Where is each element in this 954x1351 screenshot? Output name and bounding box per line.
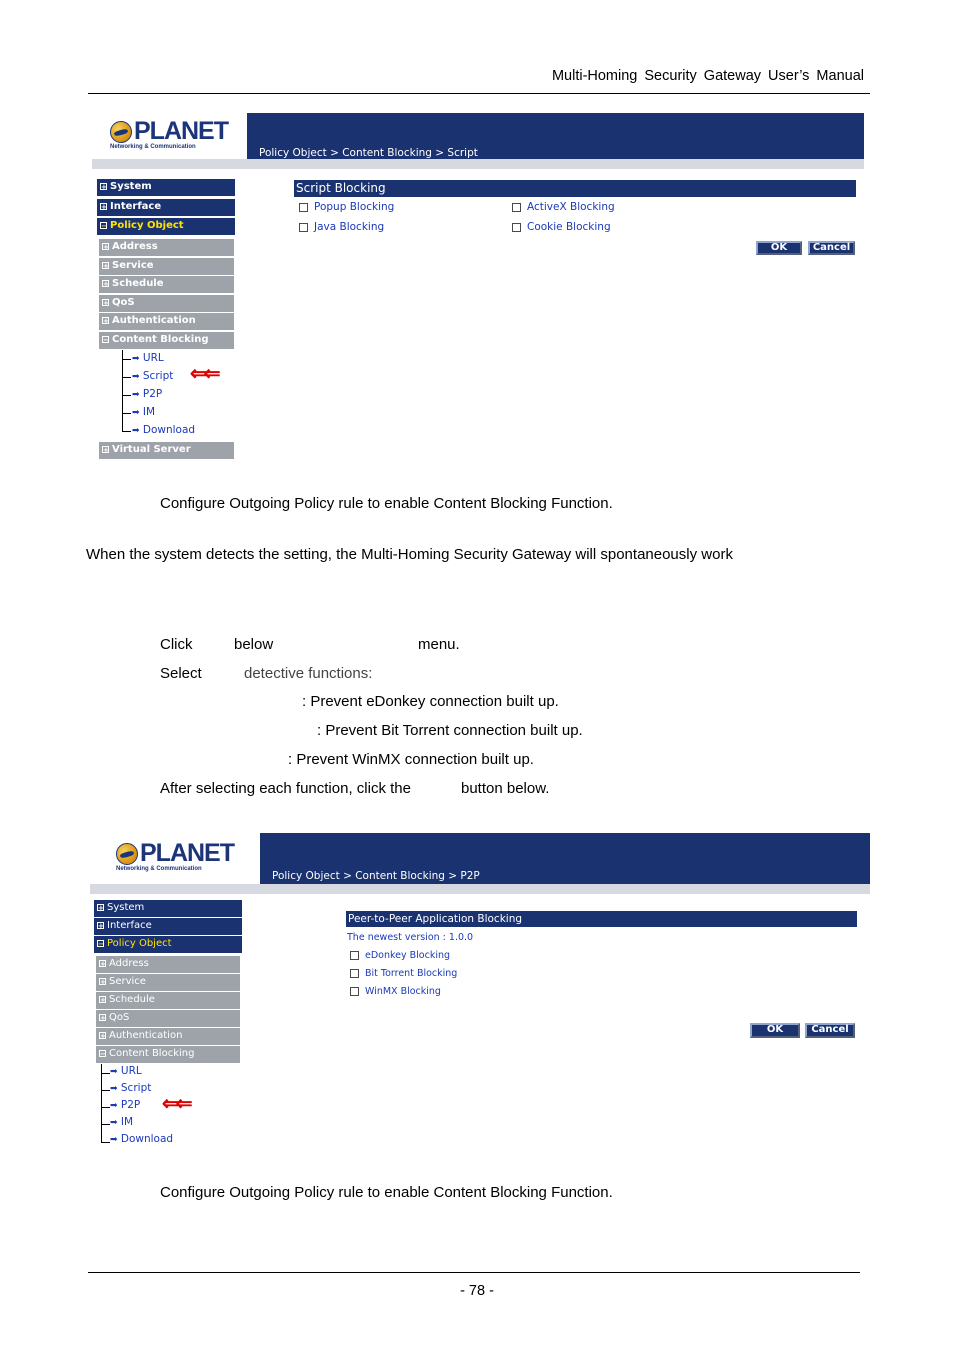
page-number: - 78 -: [460, 1283, 494, 1299]
plus-icon: +: [103, 298, 109, 307]
plus-icon: +: [103, 261, 109, 270]
menu-label: Service: [112, 260, 154, 271]
menu-label: Content Blocking: [112, 334, 209, 345]
tree-script[interactable]: [132, 370, 173, 382]
menu-label: Policy Object: [110, 220, 184, 231]
p2p-blocking-screenshot: [90, 833, 870, 1146]
double-left-arrow-icon: ⇐⇐: [162, 1093, 190, 1115]
menu-system[interactable]: [97, 179, 235, 196]
logo-tagline: Networking & Communication: [116, 866, 202, 872]
menu-label: Authentication: [112, 315, 196, 326]
plus-icon: +: [98, 903, 104, 912]
plus-icon: +: [100, 977, 106, 986]
arrow-right-icon: ➡: [110, 1101, 118, 1111]
menu-address[interactable]: [99, 239, 234, 256]
menu-label: System: [107, 902, 145, 913]
option-label: Java Blocking: [314, 221, 385, 233]
tree-download[interactable]: [110, 1133, 173, 1145]
minus-icon: −: [100, 1049, 106, 1058]
cancel-button[interactable]: Cancel: [805, 1023, 855, 1038]
menu-content-blocking[interactable]: [99, 332, 234, 349]
arrow-right-icon: ➡: [110, 1067, 118, 1077]
plus-icon: +: [100, 1013, 106, 1022]
checkbox[interactable]: [512, 203, 521, 212]
plus-icon: +: [98, 921, 104, 930]
checkbox[interactable]: [299, 203, 308, 212]
menu-label: Address: [112, 241, 158, 252]
script-blocking-screenshot: [92, 113, 864, 460]
tree-branch: [101, 1142, 110, 1143]
menu-label: QoS: [112, 297, 135, 308]
tree-branch: [122, 431, 131, 432]
menu-schedule[interactable]: [99, 276, 234, 293]
tree-label: Script: [142, 370, 174, 382]
instruction-line-3: Configure Outgoing Policy rule to enable Content Blocking Function.: [160, 1184, 613, 1201]
menu-service[interactable]: [99, 258, 234, 275]
cancel-button[interactable]: Cancel: [808, 241, 855, 255]
menu-label: Content Blocking: [109, 1048, 195, 1059]
header-rule: [88, 93, 870, 94]
tree-branch: [101, 1107, 110, 1108]
option-label: WinMX Blocking: [365, 986, 441, 997]
checkbox[interactable]: [299, 223, 308, 232]
tree-branch: [101, 1073, 110, 1074]
tree-script[interactable]: [110, 1082, 151, 1094]
step3-button-below: button below.: [461, 780, 550, 797]
tree-label: P2P: [120, 1099, 141, 1111]
step1-below: below: [234, 636, 274, 653]
menu-label: Authentication: [109, 1030, 183, 1041]
arrow-right-icon: ➡: [132, 408, 140, 418]
checkbox[interactable]: [350, 987, 359, 996]
tree-label: URL: [142, 352, 164, 364]
breadcrumb: Policy Object > Content Blocking > P2P: [272, 870, 480, 882]
ok-button[interactable]: OK: [750, 1023, 800, 1038]
menu-qos[interactable]: [96, 1010, 240, 1027]
option-label: Bit Torrent Blocking: [365, 968, 458, 979]
section-title: Script Blocking: [294, 180, 856, 197]
menu-interface[interactable]: [97, 199, 235, 216]
tree-im[interactable]: [132, 406, 155, 418]
globe-icon: [116, 843, 138, 865]
menu-interface[interactable]: [94, 918, 242, 935]
cookie-blocking-option[interactable]: [512, 221, 611, 233]
desc-bittorrent: : Prevent Bit Torrent connection built up.: [317, 722, 583, 739]
plus-icon: +: [100, 959, 106, 968]
plus-icon: +: [103, 279, 109, 288]
menu-label: Interface: [107, 920, 152, 931]
arrow-right-icon: ➡: [132, 372, 140, 382]
checkbox[interactable]: [512, 223, 521, 232]
tree-label: URL: [120, 1065, 142, 1077]
tree-branch: [122, 413, 131, 414]
tree-label: P2P: [142, 388, 163, 400]
step1-click: Click: [160, 636, 193, 653]
menu-qos[interactable]: [99, 295, 234, 312]
arrow-right-icon: ➡: [132, 354, 140, 364]
menu-virtual-server[interactable]: [99, 442, 234, 459]
menu-label: Service: [109, 976, 146, 987]
tree-label: Download: [120, 1133, 174, 1145]
tree-connector: [101, 1064, 102, 1143]
menu-service[interactable]: [96, 974, 240, 991]
minus-icon: −: [98, 939, 104, 948]
popup-blocking-option[interactable]: [299, 201, 394, 213]
menu-content-blocking[interactable]: [96, 1046, 240, 1063]
plus-icon: +: [103, 445, 109, 454]
tree-branch: [101, 1124, 110, 1125]
java-blocking-option[interactable]: [299, 221, 384, 233]
plus-icon: +: [100, 1031, 106, 1040]
step1-menu: menu.: [418, 636, 460, 653]
plus-icon: +: [101, 202, 107, 211]
checkbox[interactable]: [350, 951, 359, 960]
tree-p2p[interactable]: [110, 1099, 140, 1111]
tree-branch: [122, 395, 131, 396]
menu-label: Interface: [110, 201, 162, 212]
menu-system[interactable]: [94, 900, 242, 917]
section-title: Peer-to-Peer Application Blocking: [346, 911, 857, 927]
menu-authentication[interactable]: [99, 313, 234, 330]
winmx-blocking-option[interactable]: [350, 986, 441, 997]
plus-icon: +: [101, 182, 107, 191]
tree-branch: [122, 377, 131, 378]
instruction-line-1: Configure Outgoing Policy rule to enable Content Blocking Function.: [160, 495, 613, 512]
menu-address[interactable]: [96, 956, 240, 973]
menu-schedule[interactable]: [96, 992, 240, 1009]
arrow-right-icon: ➡: [110, 1084, 118, 1094]
menu-label: System: [110, 181, 152, 192]
separator-band: [90, 884, 870, 894]
breadcrumb: Policy Object > Content Blocking > Script: [259, 147, 478, 159]
step3-after: After selecting each function, click the: [160, 780, 411, 797]
instruction-line-2: When the system detects the setting, the Multi-Homing Security Gateway will spontaneously work: [86, 546, 733, 563]
separator-band: [92, 159, 864, 169]
plus-icon: +: [100, 995, 106, 1004]
manual-title: Multi-Homing Security Gateway User’s Manual: [551, 68, 864, 84]
menu-label: Virtual Server: [112, 444, 191, 455]
menu-policy-object[interactable]: [94, 936, 242, 953]
logo-text: PLANET: [134, 117, 228, 145]
bittorrent-blocking-option[interactable]: [350, 968, 457, 979]
plus-icon: +: [103, 242, 109, 251]
tree-url[interactable]: [132, 352, 164, 364]
tree-label: IM: [120, 1116, 134, 1128]
double-left-arrow-icon: ⇐⇐: [190, 363, 218, 385]
logo-text: PLANET: [140, 839, 234, 867]
tree-p2p[interactable]: [132, 388, 162, 400]
minus-icon: −: [101, 221, 107, 230]
tree-branch: [122, 359, 131, 360]
tree-connector: [122, 350, 123, 432]
edonkey-blocking-option[interactable]: [350, 950, 450, 961]
arrow-right-icon: ➡: [110, 1118, 118, 1128]
footer-rule: [88, 1272, 860, 1273]
tree-label: IM: [142, 406, 156, 418]
arrow-right-icon: ➡: [110, 1135, 118, 1145]
ok-button[interactable]: OK: [756, 241, 802, 255]
version-text: The newest version : 1.0.0: [347, 932, 474, 943]
step2-select: Select: [160, 665, 202, 682]
menu-label: Schedule: [109, 994, 155, 1005]
option-label: ActiveX Blocking: [527, 201, 615, 213]
tree-label: Download: [142, 424, 196, 436]
menu-policy-object[interactable]: [97, 218, 235, 235]
option-label: Popup Blocking: [314, 201, 395, 213]
option-label: Cookie Blocking: [527, 221, 611, 233]
plus-icon: +: [103, 316, 109, 325]
globe-icon: [110, 121, 132, 143]
desc-edonkey: : Prevent eDonkey connection built up.: [302, 693, 559, 710]
menu-label: Address: [109, 958, 149, 969]
menu-label: Policy Object: [107, 938, 172, 949]
desc-winmx: : Prevent WinMX connection built up.: [288, 751, 534, 768]
minus-icon: −: [103, 335, 109, 344]
logo-tagline: Networking & Communication: [110, 144, 196, 150]
tree-label: Script: [120, 1082, 152, 1094]
arrow-right-icon: ➡: [132, 390, 140, 400]
tree-im[interactable]: [110, 1116, 133, 1128]
menu-label: Schedule: [112, 278, 164, 289]
tree-url[interactable]: [110, 1065, 142, 1077]
step2-detective: detective functions:: [244, 665, 373, 682]
checkbox[interactable]: [350, 969, 359, 978]
activex-blocking-option[interactable]: [512, 201, 615, 213]
tree-branch: [101, 1090, 110, 1091]
tree-download[interactable]: [132, 424, 195, 436]
menu-authentication[interactable]: [96, 1028, 240, 1045]
arrow-right-icon: ➡: [132, 426, 140, 436]
option-label: eDonkey Blocking: [365, 950, 451, 961]
menu-label: QoS: [109, 1012, 130, 1023]
